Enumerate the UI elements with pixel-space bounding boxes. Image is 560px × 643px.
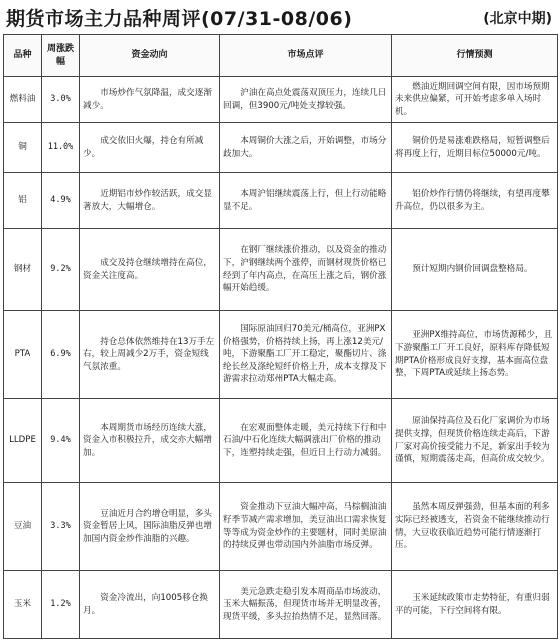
table-row [4,399,558,483]
commodity-name: 豆油 [4,483,42,571]
table-row [4,571,558,639]
forecast-text: 亚洲PX维持高位，市场货源稀少，且下游聚酯工厂开工良好，原料库存降低短期PTA价格形成良好支撑，基本面高位盘整，下周PTA或延续上扬态势。 [392,311,558,399]
weekly-change: 9.2% [42,229,80,311]
capital-flow-text: 持仓总体依然维持在13万手左右，较上周减少2万手，资金短线气氛浓重。 [80,311,220,399]
market-review-text: 在宏观面整体走暖，美元持续下行和中石油/中石化连续大幅调涨出厂价格的推动下，连塑持续走强，但近日上行动力减弱。 [220,399,392,483]
forecast-text: 燃油近期回调空间有限，因市场预期未来供应偏紧，可开始考虑多单入场时机。 [392,77,558,123]
commodity-name: 铜 [4,123,42,173]
capital-flow-text: 成交依旧火爆，持仓有所减少。 [80,123,220,173]
table-row [4,123,558,173]
capital-flow-text: 本周期货市场经历连续大涨，资金入市积极拉升，成交亦大幅增加。 [80,399,220,483]
col-header-commodity: 品种 [4,35,42,77]
market-review-text: 本周铜价大涨之后，开始调整，市场分歧加大。 [220,123,392,173]
page-title: 期货市场主力品种周评(07/31-08/06) [6,8,353,30]
col-header-weekly-change: 周涨跌幅 [42,35,80,77]
source-label: (北京中期) [483,11,552,27]
weekly-change: 4.9% [42,173,80,229]
weekly-change: 3.3% [42,483,80,571]
market-review-text: 本周沪铝继续震荡上行，但上行动能略显不足。 [220,173,392,229]
weekly-change: 3.0% [42,77,80,123]
forecast-text: 预计短期内钢价回调盘整格局。 [392,229,558,311]
table-header-row [4,35,558,77]
weekly-change: 9.4% [42,399,80,483]
table-row [4,173,558,229]
forecast-text: 原油保持高位及石化厂家调价为市场提供支撑，但现货价格连续走高后，下游厂家对高价接受能力不足，新家出手较为谨慎，短期震荡走高，但高价成交较少。 [392,399,558,483]
market-review-text: 在钢厂继续涨价推动，以及资金的推动下，沪钢继续两个涨停，而钢材现货价格已经到了年内高点，在高压上涨之后，钢价涨幅开始趋缓。 [220,229,392,311]
market-review-text: 国际原油回归70美元/桶高位，亚洲PX价格强势，价格持续上扬，再上涨12美元/吨，下游聚酯工厂开工稳定，聚酯切片、涤纶长丝及涤纶短纤价格上升，成本支撑及下游需求拉动郑州PTA大幅走高。 [220,311,392,399]
table-row [4,77,558,123]
capital-flow-text: 成交及持仓继续增持在高位，资金关注度高。 [80,229,220,311]
capital-flow-text: 近期铝市炒作较活跃，成交显著放大，大幅增仓。 [80,173,220,229]
market-review-text: 资金推动下豆油大幅冲高，马棕榈油油籽季节减产需求增加，美豆油出口需求恢复等等成为资金炒作的主要题材，同时美原油的持续反弹也带动国内外油脂市场反弹。 [220,483,392,571]
forecast-text: 铝价炒作行情仍将继续，有望再度攀升高位，仍以很多为主。 [392,173,558,229]
commodity-name: LLDPE [4,399,42,483]
capital-flow-text: 市场炒作气氛降温，成交逐渐减少。 [80,77,220,123]
header [0,0,560,32]
capital-flow-text: 资金冷流出，向1005移仓换月。 [80,571,220,639]
col-header-capital-flow: 资金动向 [80,35,220,77]
weekly-change: 11.0% [42,123,80,173]
table-row [4,229,558,311]
capital-flow-text: 豆油近月合约增仓明显，多头资金暂居上风，国际油脂反弹也增加国内资金炒作油脂的兴趣。 [80,483,220,571]
weekly-change: 6.9% [42,311,80,399]
commodity-name: 玉米 [4,571,42,639]
commodity-name: PTA [4,311,42,399]
market-review-text: 沪油在高点处震荡双顶压力，连续几日回调，但3900元/吨处支撑较强。 [220,77,392,123]
col-header-forecast: 行情预测 [392,35,558,77]
commodity-name: 燃料油 [4,77,42,123]
col-header-market-review: 市场点评 [220,35,392,77]
forecast-text: 虽然本周反弹强劲，但基本面的利多实际已经被透支，若资金不能继续推动行情，大豆收获临近趋势可能行情逐渐打压。 [392,483,558,571]
commodity-review-table [3,34,558,639]
commodity-name: 钢材 [4,229,42,311]
table-row [4,311,558,399]
table-row [4,483,558,571]
market-review-text: 美元急跌走稳引发本周商品市场波动，玉米大幅振荡，但现货市场并无明显改善，现货平缓，多头拉抬热情不足，显然回落。 [220,571,392,639]
forecast-text: 玉米延续政策市走势特征，有重归弱平的可能，下行空间将有限。 [392,571,558,639]
forecast-text: 铜价仍是易涨难跌格局，短暂调整后将再度上行，近期目标位50000元/吨。 [392,123,558,173]
commodity-name: 铝 [4,173,42,229]
weekly-change: 1.2% [42,571,80,639]
